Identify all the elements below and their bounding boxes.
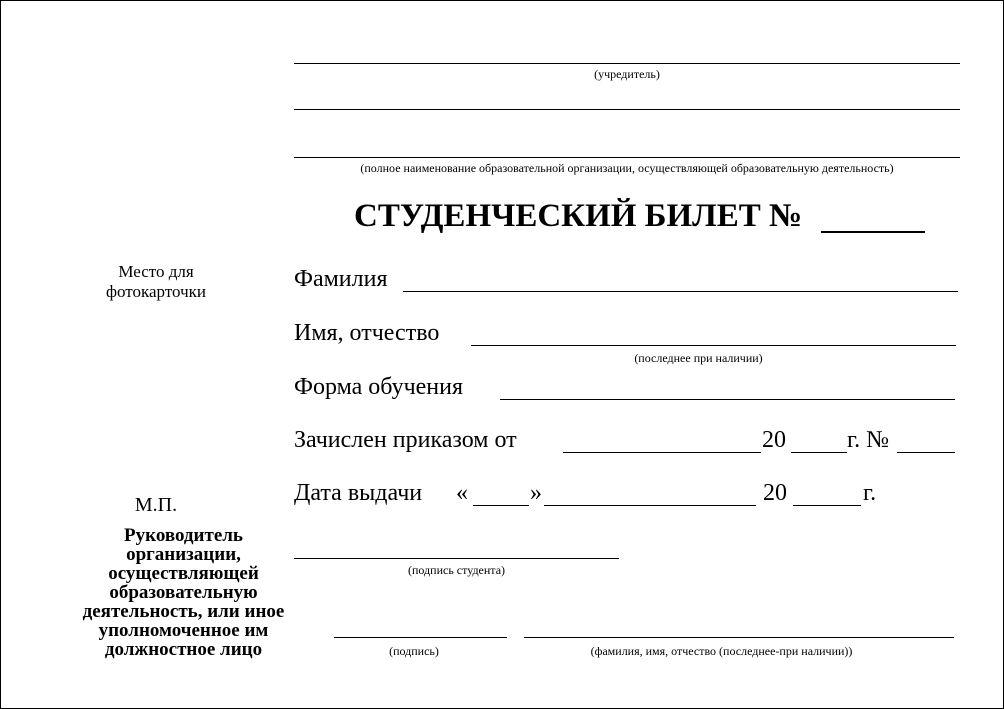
founder-line (294, 63, 960, 64)
organization-caption: (полное наименование образовательной организации, осуществляющей образовательную деятельность) (360, 161, 894, 175)
name-label: Имя, отчество (294, 320, 440, 346)
issue-year-line (793, 505, 861, 506)
issue-open-quote: « (456, 480, 468, 506)
issue-g-label: г. (863, 480, 877, 506)
head-line-5: деятельность, или иное (82, 601, 285, 622)
issue-year-prefix: 20 (763, 480, 787, 506)
head-signature-line (334, 637, 507, 638)
organization-line-1 (294, 109, 960, 110)
name-line (471, 345, 956, 346)
card-title-text: СТУДЕНЧЕСКИЙ БИЛЕТ № (354, 198, 803, 234)
organization-line-2 (294, 157, 960, 158)
name-caption: (последнее при наличии) (634, 351, 763, 365)
head-full-name-caption: (фамилия, имя, отчество (последнее-при наличии)) (590, 644, 853, 658)
card-number-line (821, 231, 925, 233)
enrolled-year-prefix: 20 (762, 427, 786, 453)
head-full-name-line (524, 637, 954, 638)
head-line-6: уполномоченное им (98, 620, 269, 641)
head-line-4: образовательную (109, 582, 258, 603)
student-signature-line (294, 558, 619, 559)
photo-placeholder-line-2: фотокарточки (106, 282, 206, 301)
surname-label: Фамилия (294, 266, 388, 292)
enrolled-g-label: г. № (847, 427, 890, 453)
enrolled-year-line (791, 452, 847, 453)
study-form-line (500, 399, 955, 400)
issue-month-line (544, 505, 756, 506)
head-line-7: должностное лицо (104, 639, 263, 660)
order-number-line (897, 452, 955, 453)
seal-placeholder: М.П. (134, 494, 178, 516)
study-form-label: Форма обучения (294, 374, 464, 400)
surname-line (403, 291, 958, 292)
issue-day-line (473, 505, 529, 506)
issue-label: Дата выдачи (294, 480, 423, 506)
head-line-1: Руководитель (124, 525, 243, 546)
enrolled-label: Зачислен приказом от (294, 427, 517, 453)
photo-placeholder-line-1: Место для (118, 262, 194, 281)
student-signature-caption: (подпись студента) (407, 563, 506, 577)
enrolled-date-line (563, 452, 761, 453)
head-signatory-block (41, 526, 326, 659)
photo-placeholder (86, 262, 226, 302)
head-signature-caption: (подпись) (389, 644, 439, 658)
head-line-2: организации, (126, 544, 241, 565)
issue-close-quote: » (530, 480, 542, 506)
card-title (354, 197, 802, 235)
founder-caption: (учредитель) (594, 67, 660, 81)
head-line-3: осуществляющей (108, 563, 259, 584)
